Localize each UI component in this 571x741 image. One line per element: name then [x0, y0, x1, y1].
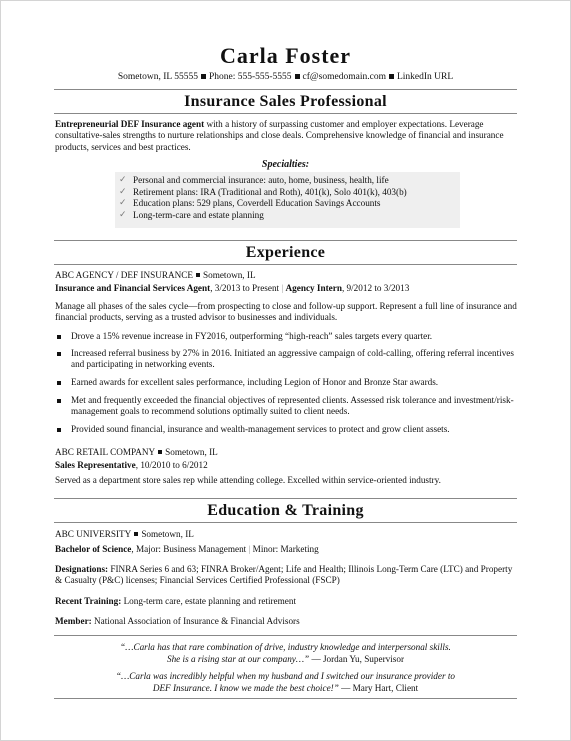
- separator-square-icon: [389, 74, 394, 79]
- member-text: National Association of Insurance & Financial Advisors: [91, 616, 300, 626]
- job1-role-line: Insurance and Financial Services Agent, 3/2013 to Present | Agency Intern, 9/2012 to 3/2013: [55, 283, 410, 293]
- resume-title: Insurance Sales Professional: [184, 93, 387, 110]
- candidate-name: Carla Foster: [219, 43, 352, 68]
- job1-location: Sometown, IL: [203, 270, 256, 280]
- degree: Bachelor of Science: [55, 544, 132, 554]
- summary-lead: Entrepreneurial DEF Insurance agent: [55, 119, 205, 129]
- job1-bullet: Provided sound financial, insurance and wealth-management services to protect and grow client assets.: [55, 424, 517, 435]
- job2-company-line: [55, 447, 517, 458]
- designations-label: Designations:: [55, 564, 109, 574]
- major: , Major: Business Management: [131, 544, 247, 554]
- minor: Minor: Marketing: [252, 544, 319, 554]
- contact-line: [1, 72, 570, 82]
- job1-company-line: [55, 270, 517, 281]
- checkmark-icon: ✓: [119, 198, 127, 209]
- job1-dates1: , 3/2013 to Present: [210, 283, 280, 293]
- testimonial-2-author: — Mary Hart, Client: [338, 682, 419, 693]
- bullet-icon: [57, 399, 61, 403]
- specialty-item: [115, 198, 460, 210]
- specialty-text: Retirement plans: IRA (Traditional and Roth), 401(k), Solo 401(k), 403(b): [133, 186, 407, 197]
- specialty-item: [115, 210, 460, 222]
- specialty-item: [115, 187, 460, 199]
- checkmark-icon: ✓: [119, 210, 127, 221]
- separator-square-icon: [134, 532, 138, 536]
- specialty-text: Long-term-care and estate planning: [133, 210, 264, 221]
- summary-paragraph: [55, 119, 517, 153]
- specialty-text: Personal and commercial insurance: auto, home, business, health, life: [133, 175, 389, 185]
- designations-text: FINRA Series 6 and 63; FINRA Broker/Agent; Life and Health; Illinois Long-Term Care (LTC) and Property & Casualty (P&C) licenses; Financial Services Certified Professional (FSCP): [55, 564, 513, 586]
- job1-description: Manage all phases of the sales cycle—from prospecting to close and follow-up support. Represent a full line of insurance and financial products, serving as a trusted advisor to businesses and individuals.: [55, 301, 517, 323]
- checkmark-icon: ✓: [119, 175, 127, 185]
- testimonial-1-line1: “…Carla has that rare combination of drive, industry knowledge and interpersonal skills.: [120, 642, 451, 652]
- bullet-icon: [57, 428, 61, 432]
- divider: [54, 698, 517, 699]
- education-heading: Education & Training: [207, 502, 364, 519]
- testimonial-2-line2: DEF Insurance. I know we made the best choice!”: [152, 682, 339, 693]
- bullet-icon: [57, 381, 61, 385]
- testimonial-1-line2: She is a rising star at our company…”: [166, 653, 310, 664]
- contact-linkedin[interactable]: LinkedIn URL: [396, 72, 454, 82]
- job1-bullet: Earned awards for excellent sales performance, including Legion of Honor and Bronze Star awards.: [55, 377, 517, 388]
- divider: [54, 498, 517, 499]
- divider: [54, 264, 517, 265]
- member-label: Member:: [55, 616, 92, 626]
- separator-square-icon: [158, 450, 162, 454]
- job1-bullet: Met and frequently exceeded the financial objectives of represented clients. Assessed risk tolerance and investment/risk-management goals to recommend solutions optimally suited to client needs.: [55, 395, 517, 418]
- contact-phone: Phone: 555-555-5555: [208, 72, 292, 82]
- separator-square-icon: [201, 74, 206, 79]
- separator-square-icon: [196, 273, 200, 277]
- job1-role1: Insurance and Financial Services Agent: [55, 283, 211, 293]
- designations: [55, 564, 517, 587]
- specialty-item: [115, 175, 460, 187]
- school-line: [55, 529, 517, 540]
- job2-company: ABC RETAIL COMPANY: [55, 447, 156, 457]
- job2-dates: , 10/2010 to 6/2012: [135, 460, 208, 470]
- testimonial-1-author: — Jordan Yu, Supervisor: [309, 653, 404, 664]
- experience-heading: Experience: [245, 244, 326, 261]
- bullet-icon: [57, 352, 61, 356]
- specialties-title: Specialties:: [261, 159, 310, 170]
- testimonial-2: [1, 671, 570, 694]
- school-location: Sometown, IL: [141, 529, 194, 539]
- school-name: ABC UNIVERSITY: [55, 529, 132, 539]
- testimonial-1: [1, 642, 570, 665]
- bullet-icon: [57, 335, 61, 339]
- divider: [54, 240, 517, 241]
- job1-bullet: Increased referral business by 27% in 2016. Initiated an aggressive campaign of cold-calling, offering referral incentives and participating in networking events.: [55, 348, 517, 371]
- contact-city: Sometown, IL 55555: [117, 72, 198, 82]
- contact-email[interactable]: cf@somedomain.com: [302, 72, 386, 82]
- recent-training: [55, 596, 517, 607]
- divider: [54, 113, 517, 114]
- job1-bullet: Drove a 15% revenue increase in FY2016, outperforming “high-reach” sales targets every quarter.: [55, 331, 517, 342]
- divider: [54, 89, 517, 90]
- summary-text: with a history of surpassing customer and employer expectations. Leverage consultative-sales strengths to nurture relationships and close deals. Comprehensive knowledge of financial and insurance products, services and best practices.: [55, 119, 504, 152]
- training-label: Recent Training:: [55, 596, 122, 606]
- specialty-text: Education plans: 529 plans, Coverdell Education Savings Accounts: [133, 198, 381, 209]
- testimonial-2-line1: “…Carla was incredibly helpful when my husband and I switched our insurance provider to: [116, 671, 455, 681]
- job1-company: ABC AGENCY / DEF INSURANCE: [55, 270, 193, 280]
- job2-description: Served as a department store sales rep while attending college. Excelled within service-oriented industry.: [55, 475, 441, 485]
- separator-square-icon: [295, 74, 300, 79]
- job2-role-line: [55, 460, 517, 471]
- job1-dates2: , 9/2012 to 3/2013: [341, 283, 410, 293]
- job1-role2: Agency Intern: [285, 283, 342, 293]
- checkmark-icon: ✓: [119, 186, 127, 197]
- job2-role: Sales Representative: [55, 460, 136, 470]
- training-text: Long-term care, estate planning and retirement: [121, 596, 297, 606]
- specialties-box: [115, 172, 460, 228]
- membership: [55, 616, 517, 627]
- divider: [54, 635, 517, 636]
- job2-location: Sometown, IL: [165, 447, 218, 457]
- divider: [54, 522, 517, 523]
- degree-line: Bachelor of Science, Major: Business Management | Minor: Marketing: [55, 544, 319, 554]
